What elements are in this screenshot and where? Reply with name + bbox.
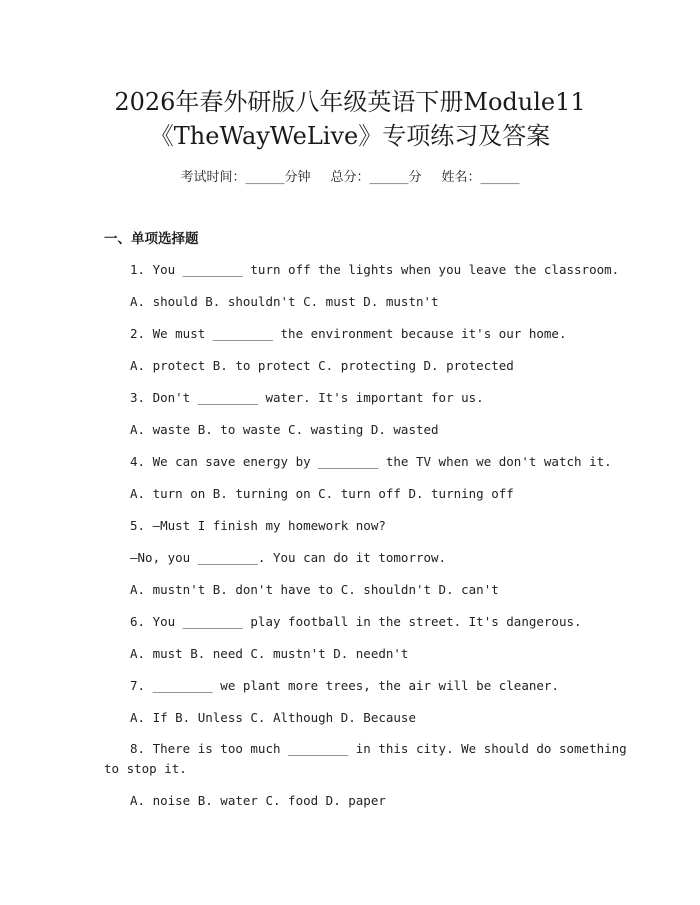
exam-meta — [0, 168, 700, 188]
question-2-options: A. protect B. to protect C. protecting D. protected — [130, 358, 514, 373]
exam-score-field: 总分：______分 — [330, 170, 422, 185]
question-4-options: A. turn on B. turning on C. turn off D. turning off — [130, 486, 514, 501]
question-7-options: A. If B. Unless C. Although D. Because — [130, 710, 416, 725]
question-5: 5. —Must I finish my homework now? — [130, 518, 386, 533]
question-4: 4. We can save energy by ________ the TV when we don't watch it. — [130, 454, 612, 469]
question-1: 1. You ________ turn off the lights when you leave the classroom. — [130, 262, 620, 277]
section-heading: 一、单项选择题 — [104, 231, 199, 247]
question-6: 6. You ________ play football in the street. It's dangerous. — [130, 614, 582, 629]
question-5-response: —No, you ________. You can do it tomorrow. — [130, 550, 447, 565]
question-8: 8. There is too much ________ in this city. We should do something — [130, 741, 627, 756]
document-title-line-2: 《TheWayWeLive》专项练习及答案 — [149, 122, 551, 150]
question-2: 2. We must ________ the environment because it's our home. — [130, 326, 567, 341]
question-8-continuation: to stop it. — [104, 761, 187, 776]
question-3: 3. Don't ________ water. It's important for us. — [130, 390, 484, 405]
question-5-options: A. mustn't B. don't have to C. shouldn't D. can't — [130, 582, 499, 597]
question-3-options: A. waste B. to waste C. wasting D. wasted — [130, 422, 439, 437]
exam-time-field: 考试时间：______分钟 — [180, 170, 311, 185]
question-6-options: A. must B. need C. mustn't D. needn't — [130, 646, 409, 661]
question-1-options: A. should B. shouldn't C. must D. mustn't — [130, 294, 439, 309]
question-8-options: A. noise B. water C. food D. paper — [130, 793, 386, 808]
student-name-field: 姓名：______ — [441, 170, 520, 185]
document-title-line-1: 2026年春外研版八年级英语下册Module11 — [114, 88, 586, 116]
question-7: 7. ________ we plant more trees, the air will be cleaner. — [130, 678, 559, 693]
